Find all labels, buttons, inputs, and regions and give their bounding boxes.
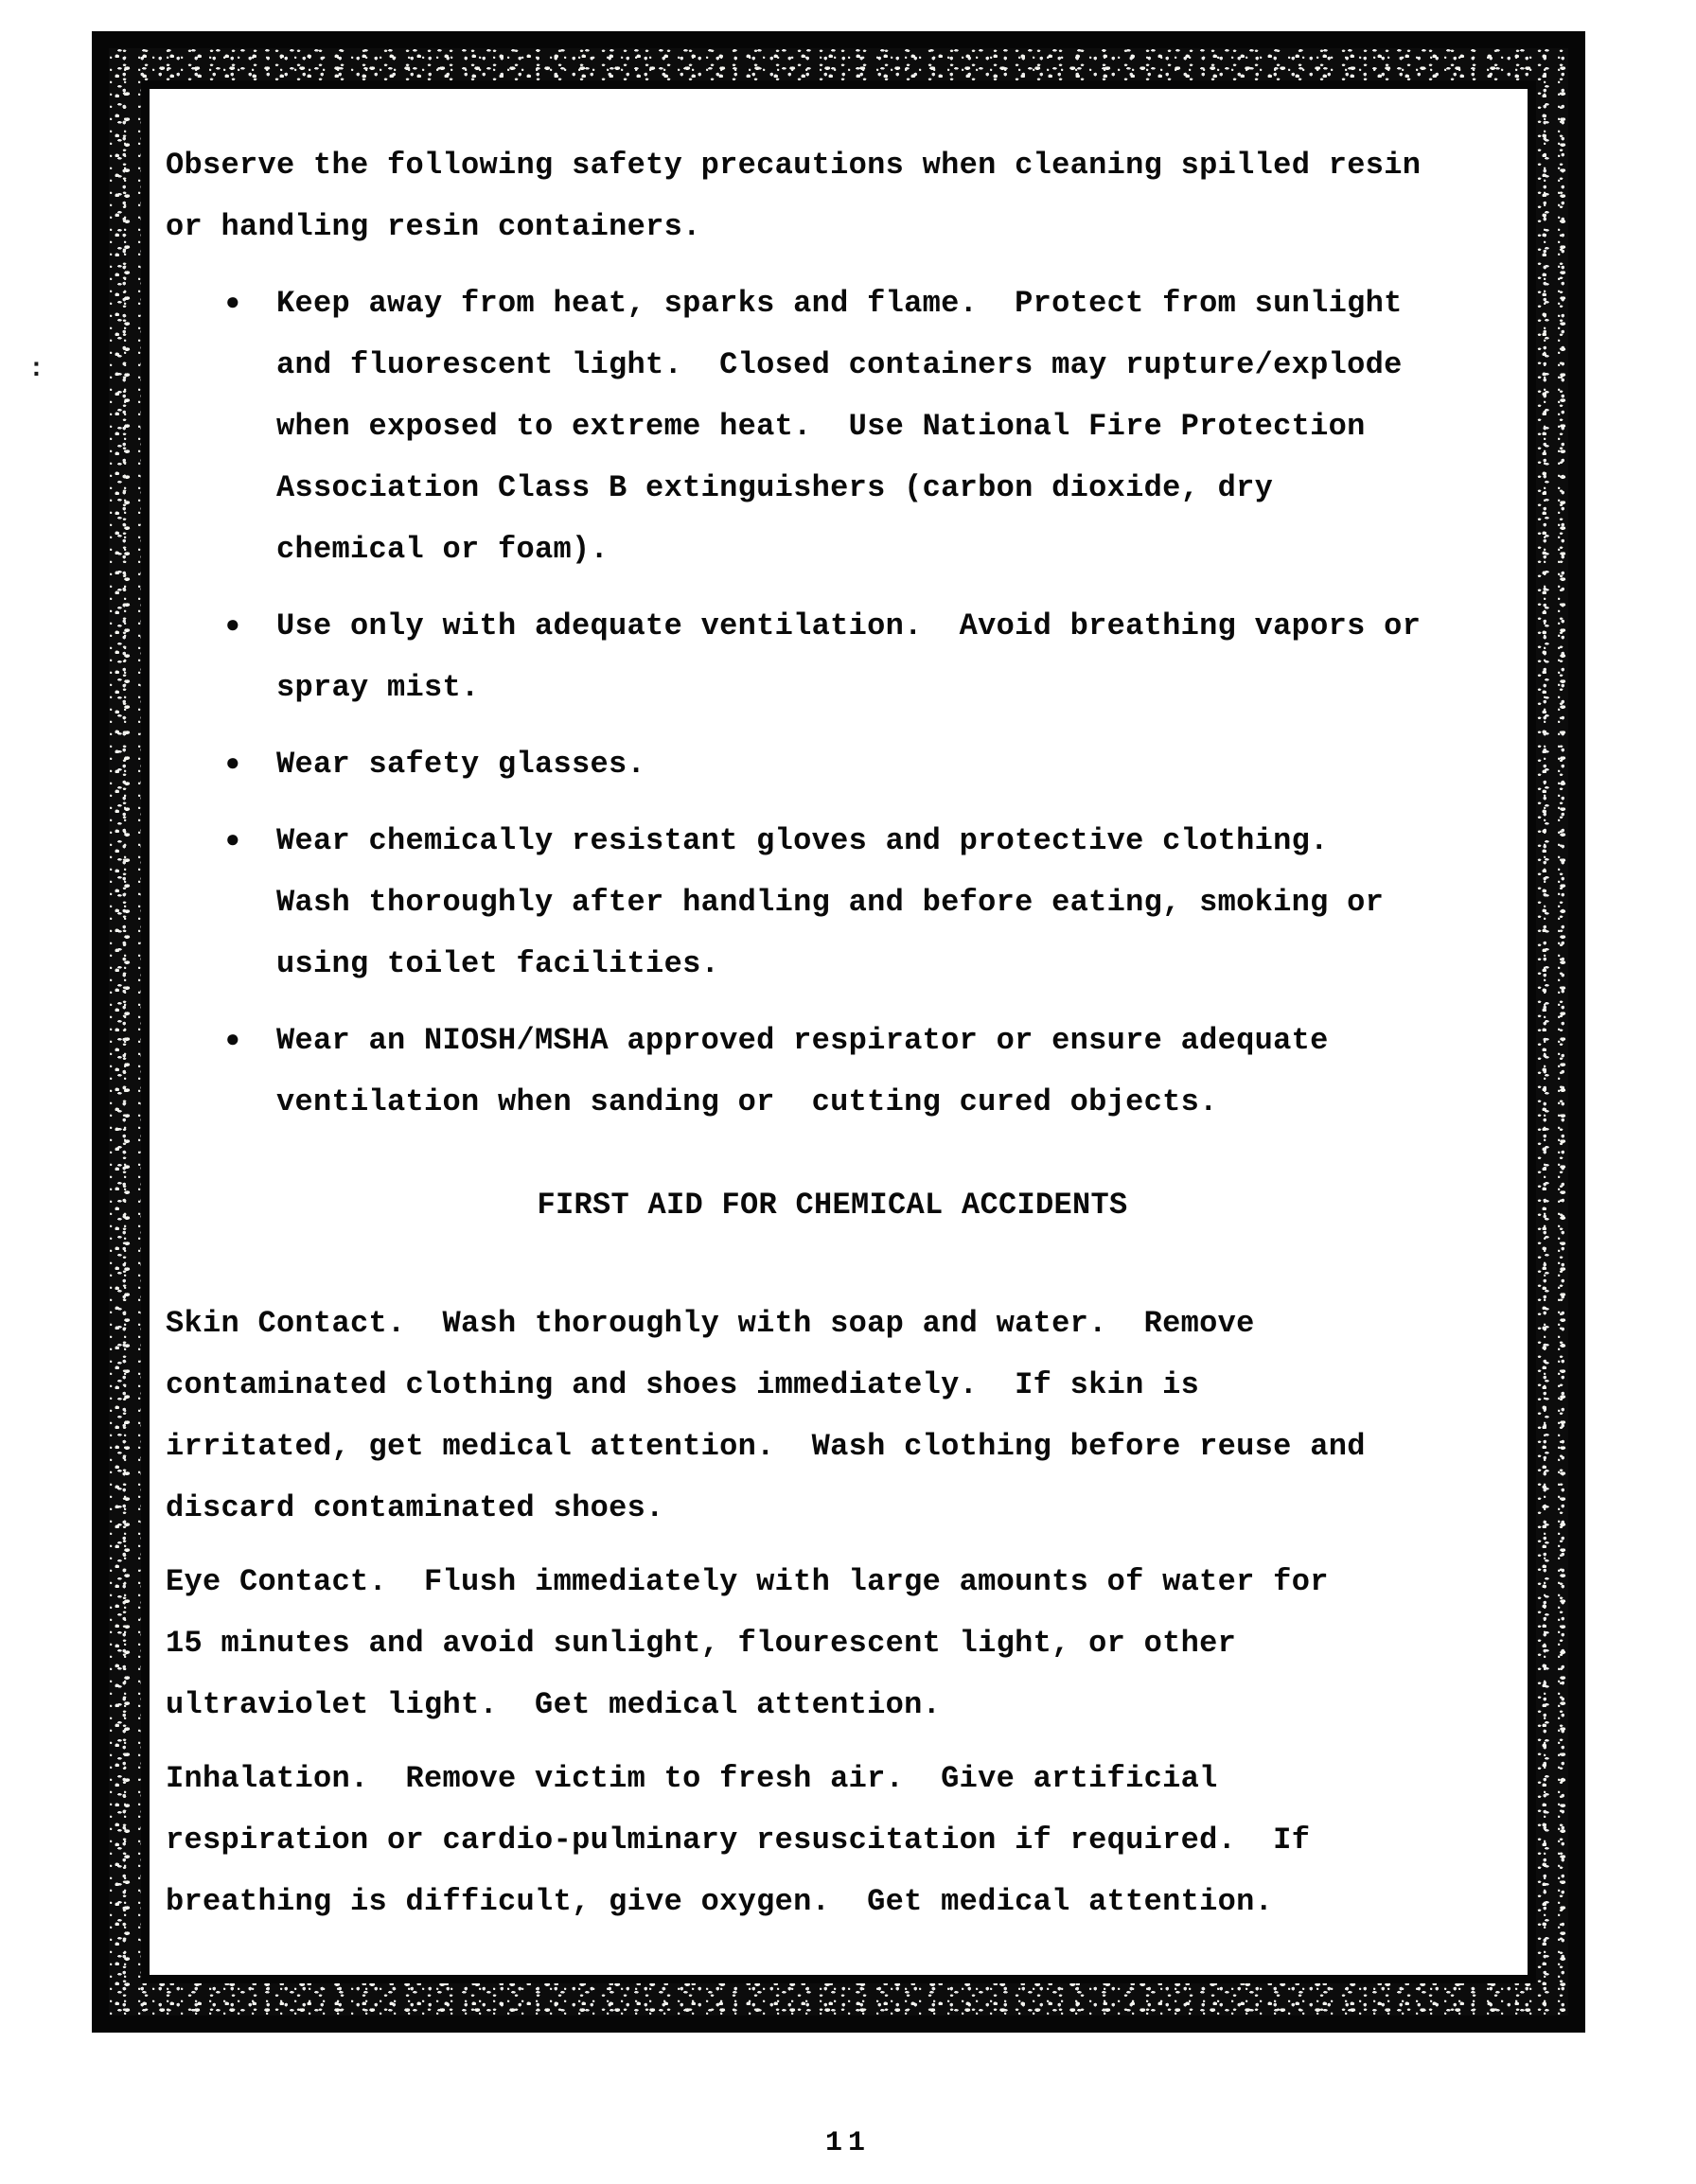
text-line: ventilation when sanding or cutting cured objects.	[276, 1084, 1218, 1119]
text-line: Wear chemically resistant gloves and protective clothing.	[276, 823, 1329, 858]
text-line: Observe the following safety precautions when cleaning spilled resin	[166, 148, 1422, 183]
text-line: Wear safety glasses.	[276, 747, 646, 782]
text-line: ultraviolet light. Get medical attention.	[166, 1687, 942, 1722]
text-line: Keep away from heat, sparks and flame. Protect from sunlight	[276, 286, 1403, 321]
text-line: when exposed to extreme heat. Use National Fire Protection	[276, 409, 1366, 444]
text-line: Use only with adequate ventilation. Avoid breathing vapors or	[276, 608, 1422, 643]
safety-bullet-list	[166, 273, 1499, 1133]
text-line: Eye Contact. Flush immediately with large amounts of water for	[166, 1564, 1329, 1599]
text-line: respiration or cardio-pulminary resuscitation if required. If	[166, 1823, 1311, 1858]
eye-contact-paragraph	[166, 1551, 1499, 1735]
bullet-item	[166, 810, 1499, 995]
text-line: Inhalation. Remove victim to fresh air. Give artificial	[166, 1761, 1218, 1796]
text-line: Wash thoroughly after handling and before eating, smoking or	[276, 885, 1385, 920]
text-line: breathing is difficult, give oxygen. Get medical attention.	[166, 1884, 1274, 1919]
page-content	[141, 80, 1536, 1983]
bullet-icon: ●	[225, 826, 240, 854]
bullet-icon: ●	[225, 1026, 240, 1054]
text-line: or handling resin containers.	[166, 209, 701, 244]
bullet-item	[166, 273, 1499, 580]
text-line: Association Class B extinguishers (carbon dioxide, dry	[276, 470, 1274, 505]
page-number: 11	[824, 2127, 871, 2159]
scan-artifact-colon: :	[28, 355, 45, 384]
bullet-item	[166, 1010, 1499, 1133]
text-line: spray mist.	[276, 670, 480, 705]
text-line: chemical or foam).	[276, 532, 610, 567]
text-line: 15 minutes and avoid sunlight, flourescent light, or other	[166, 1626, 1237, 1661]
inhalation-paragraph	[166, 1748, 1499, 1932]
text-line: discard contaminated shoes.	[166, 1490, 664, 1525]
text-line: and fluorescent light. Closed containers may rupture/explode	[276, 347, 1403, 382]
text-line: using toilet facilities.	[276, 946, 720, 981]
bullet-icon: ●	[225, 749, 240, 778]
bullet-icon: ●	[225, 289, 240, 317]
decorative-stippled-frame	[92, 31, 1585, 2033]
bullet-icon: ●	[225, 611, 240, 640]
intro-paragraph	[166, 134, 1499, 257]
text-line: Skin Contact. Wash thoroughly with soap and water. Remove	[166, 1306, 1255, 1341]
bullet-item	[166, 733, 1499, 795]
text-line: irritated, get medical attention. Wash clothing before reuse and	[166, 1429, 1366, 1464]
skin-contact-paragraph	[166, 1293, 1499, 1539]
text-line: contaminated clothing and shoes immediately. If skin is	[166, 1367, 1200, 1402]
bullet-item	[166, 595, 1499, 718]
text-line: Wear an NIOSH/MSHA approved respirator or ensure adequate	[276, 1023, 1329, 1058]
first-aid-heading: FIRST AID FOR CHEMICAL ACCIDENTS	[537, 1188, 1128, 1223]
